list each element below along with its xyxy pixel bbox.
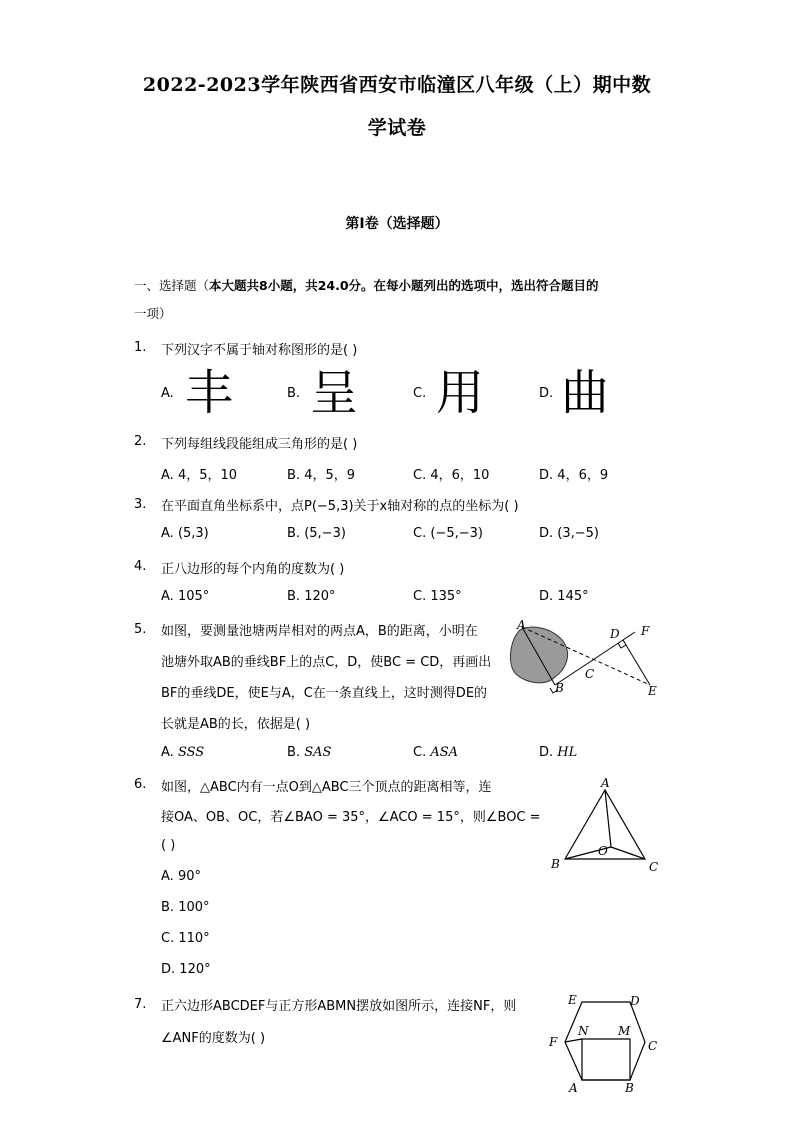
q3-option-a-letter: A. (161, 526, 174, 541)
q7-label-f: F (549, 1035, 558, 1049)
q1-option-b-char: 呈 (310, 365, 359, 421)
q2-number: 2. (134, 434, 147, 449)
q5-line3: BF的垂线DE，使E与A，C在一条直线上，这时测得DE的 (161, 686, 488, 701)
q7-label-b: B (625, 1081, 634, 1095)
q7-label-a: A (569, 1081, 578, 1095)
q7-label-c: C (648, 1039, 658, 1053)
q4-option-a-letter: A. (161, 589, 174, 604)
q2-option-d (539, 464, 608, 483)
q1-option-c-char: 用 (436, 365, 485, 421)
q5-option-a-letter: A. (161, 745, 174, 760)
q5-option-c-value: ASA (430, 745, 459, 760)
q5-line1: 如图，要测量池塘两岸相对的两点A，B的距离，小明在 (161, 624, 478, 639)
q5-option-a (161, 745, 204, 760)
q7-line2: ∠ANF的度数为( ) (161, 1031, 266, 1046)
instruction (134, 272, 674, 328)
q5-option-c-letter: C. (413, 745, 427, 760)
line-df (623, 632, 635, 640)
q5-option-b-value: SAS (304, 745, 332, 760)
pond-shape (510, 627, 567, 683)
q1-option-b-letter: B. (287, 386, 301, 401)
q2-option-a (161, 464, 237, 483)
q1-option-a-letter: A. (161, 386, 174, 401)
q2-option-c-letter: C. (413, 468, 427, 483)
q5-option-d-letter: D. (539, 745, 554, 760)
doc-title-line1: 2022-2023学年陕西省西安市临潼区八年级（上）期中数 (142, 74, 652, 96)
q6-option-b-value: 100° (178, 900, 210, 915)
q6-figure-triangle (545, 775, 665, 875)
instruction-line2: 一项） (134, 306, 172, 321)
q2-option-a-letter: A. (161, 468, 174, 483)
q5-label-e: E (648, 684, 657, 698)
q4-option-d (539, 589, 589, 604)
q5-option-d (539, 745, 577, 760)
q7-label-d: D (630, 994, 640, 1008)
q5-label-c: C (585, 667, 595, 681)
q4-option-d-value: 145° (557, 589, 589, 604)
q5-line2: 池塘外取AB的垂线BF上的点C，D，使BC = CD，再画出 (161, 655, 492, 670)
q2-option-d-letter: D. (539, 468, 554, 483)
q4-option-c-value: 135° (430, 589, 462, 604)
q5-label-a: A (517, 618, 526, 632)
q4-option-b-value: 120° (304, 589, 336, 604)
q2-option-b-value: 4，5，9 (304, 468, 356, 483)
segment-nf (565, 1039, 582, 1042)
segment-oc (611, 847, 645, 859)
q4-number: 4. (134, 559, 147, 574)
q5-option-d-value: HL (557, 745, 578, 760)
q6-number: 6. (134, 777, 147, 792)
q6-option-d (161, 962, 211, 977)
q5-option-b (287, 745, 331, 760)
q4-option-c (413, 589, 462, 604)
q3-option-c (413, 526, 483, 541)
q7-figure-hexagon (540, 992, 665, 1097)
q2-option-a-value: 4，5，10 (177, 468, 238, 483)
q1-option-d-letter: D. (539, 386, 554, 401)
q4-option-b (287, 589, 336, 604)
q3-option-d-letter: D. (539, 526, 554, 541)
instruction-bold: 本大题共8小题，共24.0分。在每小题列出的选项中，选出符合题目的 (209, 278, 599, 293)
q6-option-d-value: 120° (179, 962, 211, 977)
q5-label-f: F (641, 624, 650, 638)
q2-option-c-value: 4，6，10 (430, 468, 490, 483)
q5-label-d: D (610, 627, 620, 641)
q5-option-a-value: SSS (177, 745, 205, 760)
line-de (623, 640, 650, 685)
q1-number: 1. (134, 340, 147, 355)
q3-option-b (287, 526, 346, 541)
q6-line2: 接OA、OB、OC，若∠BAO = 35°，∠ACO = 15°，则∠BOC = (161, 810, 541, 825)
q1-option-c-letter: C. (413, 386, 427, 401)
instruction-prefix: 一、选择题（ (134, 278, 210, 293)
q6-option-c-value: 110° (178, 931, 210, 946)
q4-option-a-value: 105° (177, 589, 210, 604)
q2-option-b-letter: B. (287, 468, 301, 483)
q6-option-b (161, 900, 210, 915)
q3-option-d-value: (3,−5) (557, 526, 600, 541)
q5-label-b: B (555, 681, 564, 695)
q1-text: 下列汉字不属于轴对称图形的是( ) (161, 343, 358, 358)
q6-line1: 如图，△ABC内有一点O到△ABC三个顶点的距离相等，连 (161, 780, 492, 795)
q5-option-b-letter: B. (287, 745, 301, 760)
q4-option-b-letter: B. (287, 589, 301, 604)
q2-option-c (413, 464, 489, 483)
q7-label-e: E (568, 993, 577, 1007)
q3-option-b-value: (5,−3) (304, 526, 346, 541)
q4-option-a (161, 589, 209, 604)
q7-label-m: M (618, 1024, 631, 1038)
q3-option-a (161, 526, 209, 541)
q7-line1: 正六边形ABCDEF与正方形ABMN摆放如图所示，连接NF，则 (161, 999, 517, 1014)
q4-option-d-letter: D. (539, 589, 554, 604)
q6-label-a: A (601, 776, 610, 790)
q6-line3: ( ) (161, 838, 176, 853)
q6-option-a-letter: A. (161, 869, 174, 884)
q6-option-c (161, 931, 210, 946)
hexagon-abcdef (565, 1002, 645, 1080)
q6-option-d-letter: D. (161, 962, 176, 977)
q3-number: 3. (134, 497, 147, 512)
q2-option-b (287, 464, 355, 483)
q1-option-d-char: 曲 (561, 365, 610, 421)
square-abmn (582, 1039, 630, 1080)
q7-number: 7. (134, 997, 147, 1012)
q3-option-a-value: (5,3) (177, 526, 209, 541)
q6-option-a-value: 90° (177, 869, 201, 884)
q6-option-c-letter: C. (161, 931, 175, 946)
q6-label-b: B (551, 857, 560, 871)
q2-option-d-value: 4，6，9 (557, 468, 609, 483)
q4-option-c-letter: C. (413, 589, 427, 604)
q6-option-b-letter: B. (161, 900, 175, 915)
q5-line4: 长就是AB的长，依据是( ) (161, 717, 311, 732)
q6-label-o: O (598, 844, 608, 858)
q1-option-a-char: 丰 (185, 365, 234, 421)
q3-text: 在平面直角坐标系中，点P(−5,3)关于x轴对称的点的坐标为( ) (161, 499, 519, 514)
q3-option-c-value: (−5,−3) (430, 526, 483, 541)
q3-option-c-letter: C. (413, 526, 427, 541)
q6-label-c: C (649, 860, 659, 874)
doc-title-line2: 学试卷 (367, 117, 427, 139)
q5-option-c (413, 745, 458, 760)
q2-text: 下列每组线段能组成三角形的是( ) (161, 437, 358, 452)
q4-text: 正八边形的每个内角的度数为( ) (161, 562, 345, 577)
q3-option-b-letter: B. (287, 526, 301, 541)
q6-option-a (161, 869, 201, 884)
q7-label-n: N (578, 1024, 589, 1038)
q5-number: 5. (134, 622, 147, 637)
q3-option-d (539, 526, 599, 541)
section-heading: 第Ⅰ卷（选择题） (345, 216, 449, 232)
q5-figure-pond (505, 615, 670, 705)
